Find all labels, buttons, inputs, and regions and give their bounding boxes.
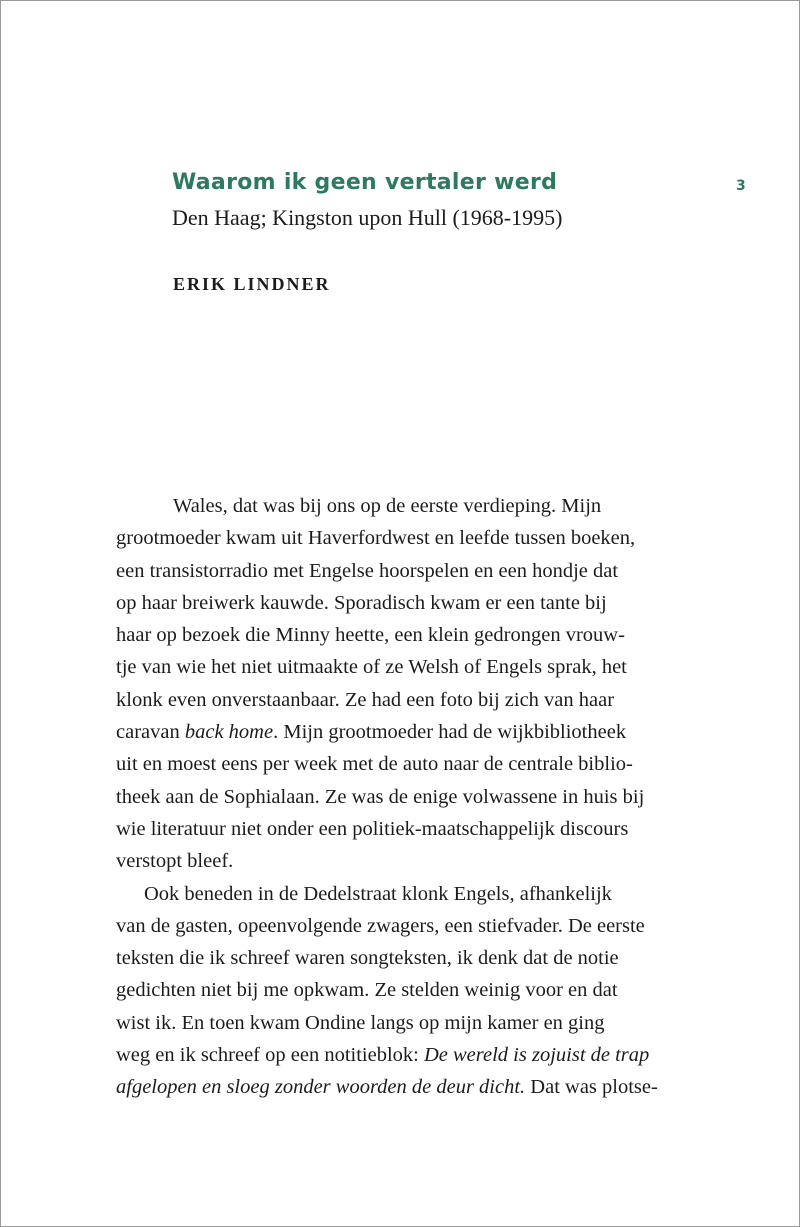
text-line: een transistorradio met Engelse hoorspelen en een hondje dat — [116, 559, 619, 582]
chapter-title: Waarom ik geen vertaler werd — [172, 170, 558, 195]
text-line — [116, 1039, 696, 1071]
text-line — [116, 716, 696, 748]
italic-phrase: back home — [184, 721, 274, 744]
text-line: van de gasten, opeenvolgende zwagers, een stiefvader. De eerste — [116, 914, 645, 937]
italic-phrase: De wereld is zojuist de trap — [423, 1044, 650, 1067]
italic-phrase: afgelopen en sloeg zonder woorden de deur dicht. — [116, 1076, 526, 1099]
text-line: verstopt bleef. — [116, 850, 234, 873]
text-span: caravan — [116, 721, 185, 744]
body-text — [116, 490, 696, 1104]
text-line: tje van wie het niet uitmaakte of ze Welsh of Engels sprak, het — [116, 656, 627, 679]
text-span: weg en ik schreef op een notitieblok: — [116, 1044, 424, 1067]
text-line: haar op bezoek die Minny heette, een klein gedrongen vrouw- — [116, 624, 625, 647]
text-span: Dat was plotse- — [525, 1076, 658, 1099]
text-line: Wales, dat was bij ons op de eerste verdieping. Mijn — [173, 495, 602, 517]
chapter-subtitle: Den Haag; Kingston upon Hull (1968-1995) — [172, 205, 563, 230]
text-line: Ook beneden in de Dedelstraat klonk Engels, afhankelijk — [144, 882, 612, 905]
text-line: grootmoeder kwam uit Haverfordwest en leefde tussen boeken, — [116, 527, 636, 550]
text-line: theek aan de Sophialaan. Ze was de enige volwassene in huis bij — [116, 785, 645, 808]
text-line: klonk even onverstaanbaar. Ze had een foto bij zich van haar — [116, 688, 615, 711]
paragraph-2 — [116, 878, 696, 1104]
paragraph-1 — [116, 490, 696, 878]
text-line: wie literatuur niet onder een politiek-maatschappelijk discours — [116, 817, 629, 840]
author-name: ERIK LINDNER — [173, 274, 331, 294]
text-line: teksten die ik schreef waren songteksten, ik denk dat de notie — [116, 947, 619, 970]
text-line: gedichten niet bij me opkwam. Ze stelden weinig voor en dat — [116, 979, 618, 1002]
text-line: op haar breiwerk kauwde. Sporadisch kwam er een tante bij — [116, 591, 607, 614]
text-span: . Mijn grootmoeder had de wijkbibliotheek — [273, 721, 627, 744]
page-number: 3 — [736, 178, 746, 194]
text-line: wist ik. En toen kwam Ondine langs op mijn kamer en ging — [116, 1011, 605, 1034]
text-line — [116, 1071, 696, 1103]
text-line: uit en moest eens per week met de auto naar de centrale biblio- — [116, 753, 633, 776]
